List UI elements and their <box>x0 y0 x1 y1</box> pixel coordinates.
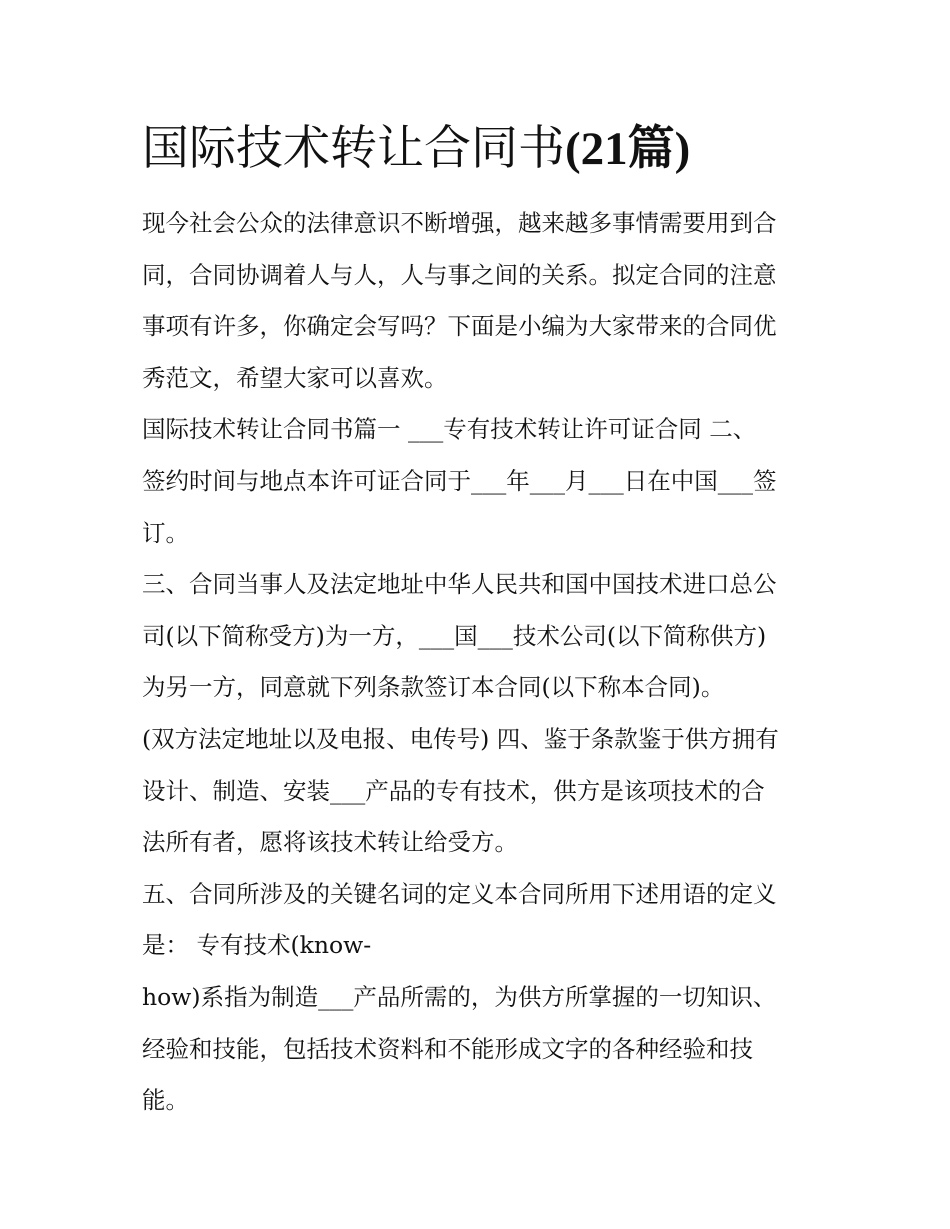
text-line: 订。 <box>142 518 189 547</box>
text-line: 能。 <box>142 1086 189 1115</box>
text-line: (双方法定地址以及电报、电传号) 四、鉴于条款鉴于供方拥有 <box>142 724 779 753</box>
text-line: 五、合同所涉及的关键名词的定义本合同所用下述用语的定义 <box>142 879 777 908</box>
text-line: 同，合同协调着人与人，人与事之间的关系。拟定合同的注意 <box>142 260 777 289</box>
text-line: 经验和技能，包括技术资料和不能形成文字的各种经验和技 <box>142 1034 753 1063</box>
text-line: 设计、制造、安装___产品的专有技术，供方是该项技术的合 <box>142 776 765 805</box>
document-body <box>142 198 814 1127</box>
text-line: 为另一方，同意就下列条款签订本合同(以下称本合同)。 <box>142 673 725 702</box>
text-line: how)系指为制造___产品所需的，为供方所掌握的一切知识、 <box>142 982 777 1011</box>
text-line: 秀范文，希望大家可以喜欢。 <box>142 363 448 392</box>
text-line: 签约时间与地点本许可证合同于___年___月___日在中国___签 <box>142 466 777 495</box>
text-line: 现今社会公众的法律意识不断增强，越来越多事情需要用到合 <box>142 209 777 237</box>
document-title-suffix: (21篇) <box>565 123 691 175</box>
document-title-main: 国际技术转让合同书 <box>142 121 565 176</box>
text-line: 司(以下简称受方)为一方，___国___技术公司(以下简称供方) <box>142 621 767 650</box>
document-title <box>142 112 814 186</box>
text-line: 三、合同当事人及法定地址中华人民共和国中国技术进口总公 <box>142 570 777 599</box>
text-line: 是： 专有技术(know- <box>142 931 372 960</box>
text-line: 国际技术转让合同书篇一 ___专有技术转让许可证合同 二、 <box>142 415 757 444</box>
text-line: 法所有者，愿将该技术转让给受方。 <box>142 828 518 857</box>
text-line: 事项有许多，你确定会写吗？下面是小编为大家带来的合同优 <box>142 312 777 341</box>
document-page <box>142 112 814 1127</box>
